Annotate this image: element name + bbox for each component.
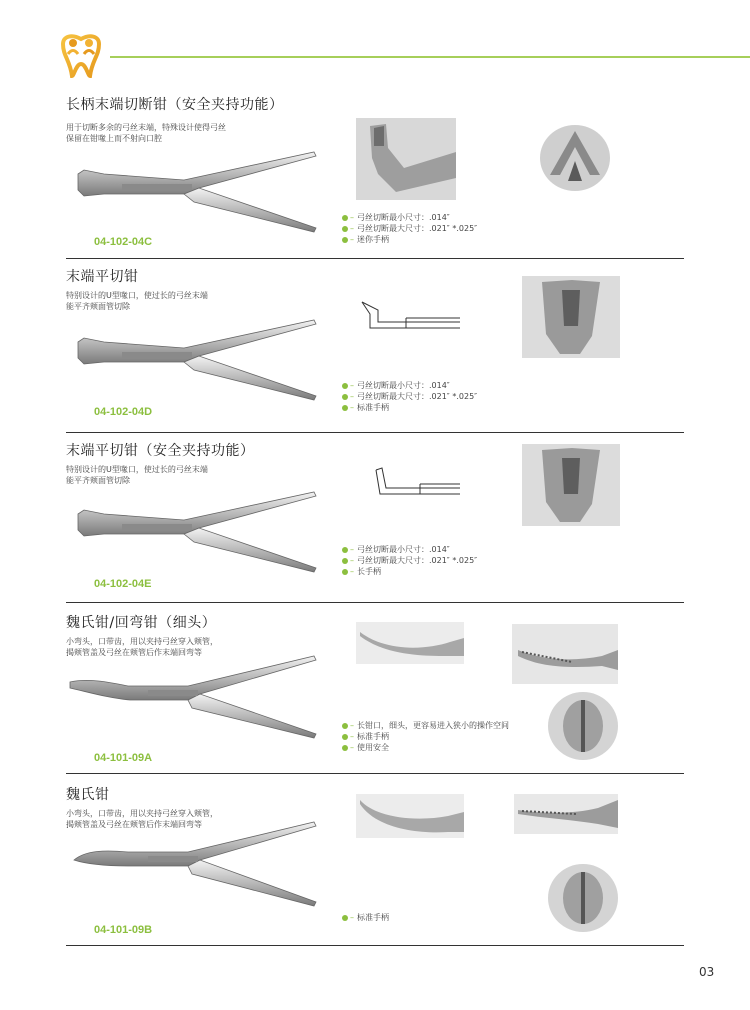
spec-item: – 弓丝切断最小尺寸：.014″ [342,380,477,391]
cutter-plier-image [74,490,324,580]
spec-list [342,380,477,413]
product-code: 04-101-09B [94,924,153,936]
u-jaw-diagram [374,464,464,500]
cutter-plier-image [74,318,324,408]
bullet-dot-icon [342,547,348,553]
spec-item: – 弓丝切断最大尺寸：.021″ *.025″ [342,223,477,234]
weingart-plier-image [68,652,324,744]
jaw-closeup-photo [356,118,456,200]
product-code: 04-102-04E [94,578,152,590]
section-divider [66,602,684,603]
bullet-dot-icon [342,405,348,411]
section-divider [66,773,684,774]
spec-item: – 弓丝切断最小尺寸：.014″ [342,212,477,223]
jaw-closeup-photo [522,276,620,358]
section-divider [66,258,684,259]
header-rule [110,56,750,58]
bullet-dot-icon [342,215,348,221]
description-line: 用于切断多余的弓丝末端，特殊设计使得弓丝 [66,123,226,132]
section-divider [66,945,684,946]
product-code: 04-101-09A [94,752,153,764]
product-title: 末端平切钳（安全夹持功能） [66,443,255,459]
product-description [66,464,208,486]
spec-item: – 迷你手柄 [342,234,477,245]
product-code: 04-102-04D [94,406,153,418]
tip-side-photo [356,794,464,838]
description-line: 能平齐颊面管切除 [66,302,130,311]
spec-item: – 弓丝切断最大尺寸：.021″ *.025″ [342,555,477,566]
bullet-dot-icon [342,558,348,564]
serrated-tip-photo [512,624,618,684]
bullet-dot-icon [342,745,348,751]
description-line: 特别设计的U型喙口，使过长的弓丝末端 [66,291,208,300]
description-line: 能平齐颊面管切除 [66,476,130,485]
spec-list [342,912,389,923]
bullet-dot-icon [342,394,348,400]
spec-list [342,720,509,753]
product-title: 长柄末端切断钳（安全夹持功能） [66,97,284,113]
tip-closeup-photo [540,125,610,191]
spec-item: – 长钳口，细头，更容易进入狭小的操作空间 [342,720,509,731]
spec-item: – 长手柄 [342,566,477,577]
page-number: 03 [699,965,715,979]
serrated-tip-photo [514,794,618,834]
description-line: 揭颊管盖及弓丝在颊管后作末端回弯等 [66,648,202,657]
tip-end-photo [548,864,618,932]
tip-side-photo [356,622,464,664]
product-description [66,122,226,144]
spec-item: – 标准手柄 [342,912,389,923]
bullet-dot-icon [342,569,348,575]
bullet-dot-icon [342,383,348,389]
description-line: 保留在钳喙上而不射向口腔 [66,134,162,143]
tooth-logo-icon [56,30,106,80]
weingart-plier-image [72,820,324,912]
spec-item: – 弓丝切断最小尺寸：.014″ [342,544,477,555]
product-code: 04-102-04C [94,236,153,248]
description-line: 特别设计的U型喙口，使过长的弓丝末端 [66,465,208,474]
spec-item: – 使用安全 [342,742,509,753]
u-jaw-diagram [360,298,464,334]
description-line: 揭颊管盖及弓丝在颊管后作末端回弯等 [66,820,202,829]
section-divider [66,432,684,433]
description-line: 小弯头，口带齿，用以夹持弓丝穿入颊管， [66,809,218,818]
spec-item: – 标准手柄 [342,402,477,413]
bullet-dot-icon [342,226,348,232]
jaw-closeup-photo [522,444,620,526]
product-title: 末端平切钳 [66,269,139,285]
cutter-plier-image [74,150,324,240]
bullet-dot-icon [342,915,348,921]
spec-item: – 标准手柄 [342,731,509,742]
bullet-dot-icon [342,723,348,729]
bullet-dot-icon [342,734,348,740]
spec-list [342,544,477,577]
description-line: 小弯头，口带齿，用以夹持弓丝穿入颊管， [66,637,218,646]
product-title: 魏氏钳 [66,787,110,803]
tip-end-photo [548,692,618,760]
product-description [66,290,208,312]
product-title: 魏氏钳/回弯钳（细头） [66,615,217,631]
spec-item: – 弓丝切断最大尺寸：.021″ *.025″ [342,391,477,402]
bullet-dot-icon [342,237,348,243]
spec-list [342,212,477,245]
